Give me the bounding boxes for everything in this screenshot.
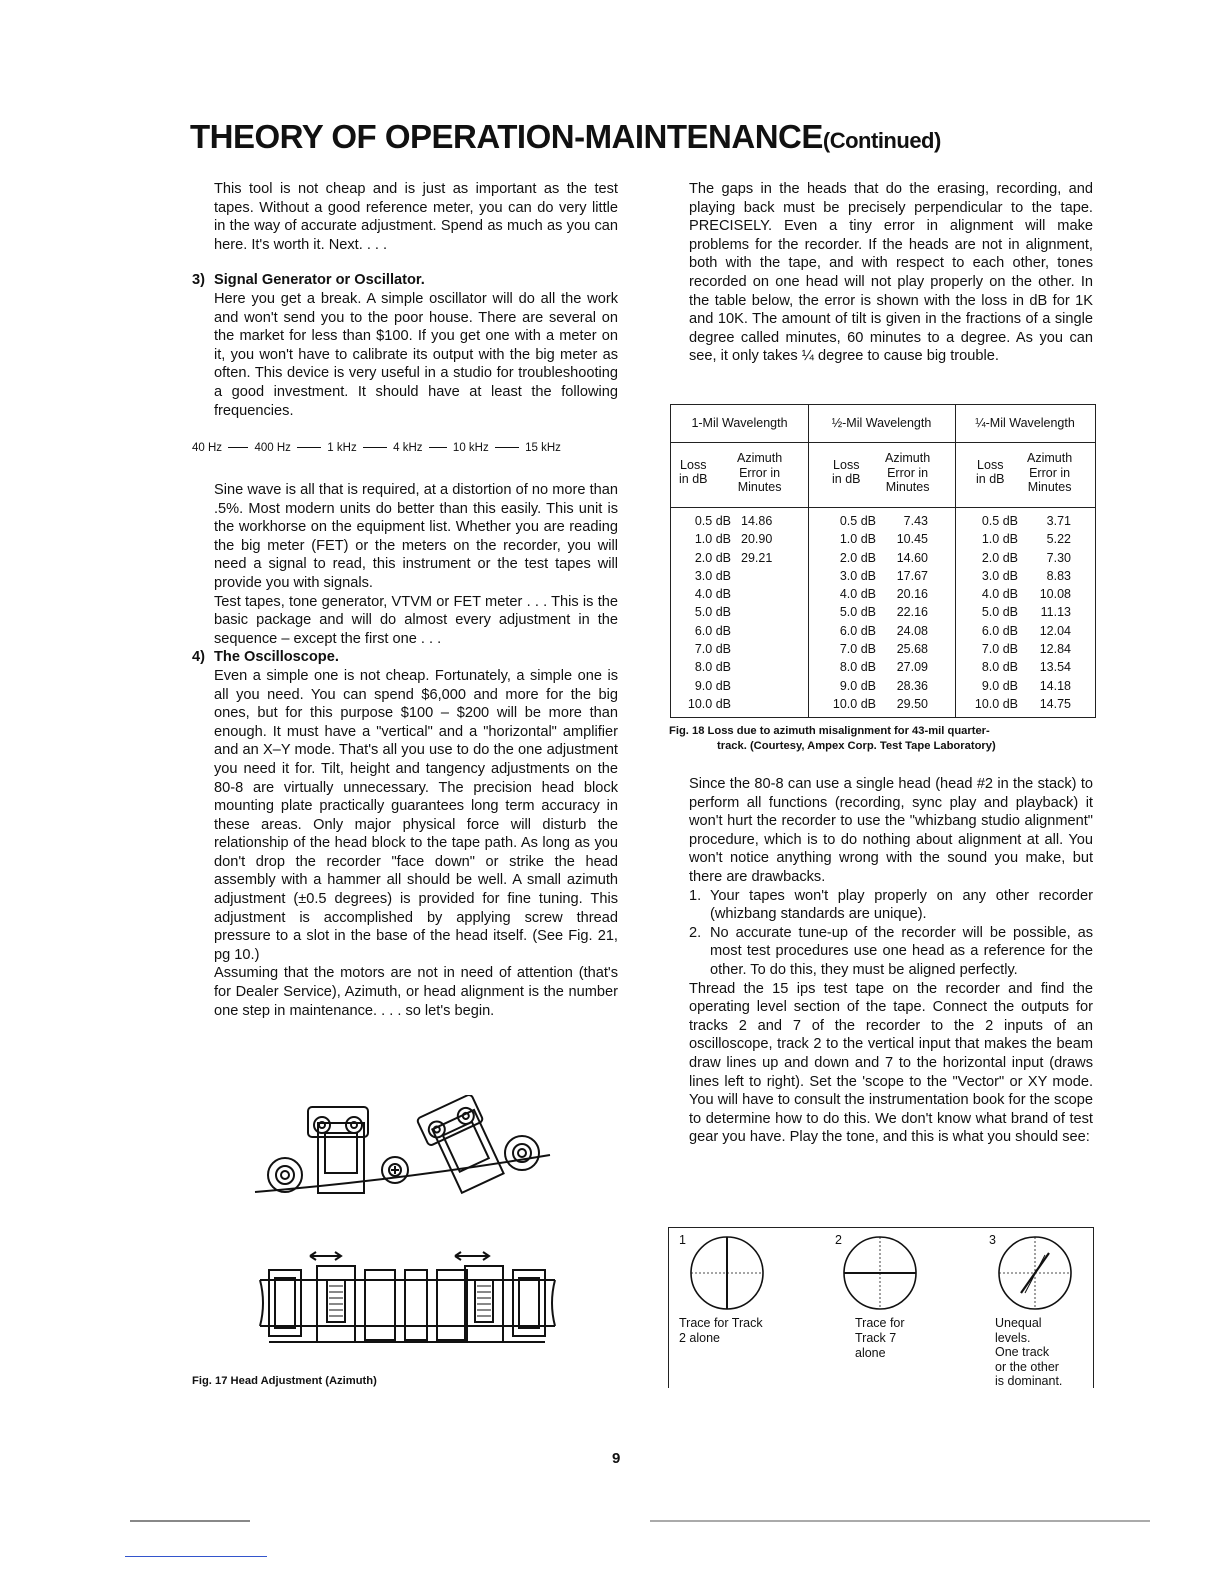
fig18-caption-line2: track. (Courtesy, Ampex Corp. Test Tape Laboratory) — [717, 740, 996, 752]
item-3-heading: Signal Generator or Oscillator. — [214, 272, 425, 289]
table-cell — [741, 677, 791, 695]
table-cell: 7.43 — [903, 514, 928, 528]
adjust-arrow-left — [310, 1252, 341, 1260]
table-cell: 6.0 dB — [694, 623, 731, 638]
freq-dash — [495, 447, 519, 448]
table-cell: 6.0 dB — [981, 623, 1018, 638]
table-cell: 1.0 dB — [981, 532, 1018, 547]
table-cell: 10.08 — [1039, 587, 1071, 602]
sine-wave-paragraph: Sine wave is all that is required, at a distortion of no more than .5%. Most modern units do better than this easily. This unit is the workhorse on the equipment list. Whether you are reading the big meter (FET) or the meters on the recorder, you will need a signal to read, this instrument or the test tapes will provide you with signals. — [214, 482, 618, 591]
table-cell: 3.0 dB — [839, 568, 876, 583]
table-cell: 22.16 — [896, 605, 928, 620]
guide-roller-left — [268, 1158, 302, 1192]
loss-header: Loss in dB — [679, 458, 708, 486]
table-cell: 4.0 dB — [839, 587, 876, 602]
scope-2-caption: Trace for Track 7 alone — [855, 1316, 905, 1360]
item-4 — [192, 648, 618, 964]
azimuth-column-1 — [741, 512, 791, 713]
fig18-caption — [669, 724, 996, 754]
table-cell: 3.0 dB — [981, 568, 1018, 583]
table-cell: 6.0 dB — [839, 623, 876, 638]
freq-item: 400 Hz — [254, 442, 291, 454]
table-group-header: 1-Mil Wavelength — [691, 416, 788, 430]
item-3-body: Here you get a break. A simple oscillator will do all the work and won't send you to the poor house. There are several on the market for less than $100. If you get one with a meter on it, you won't have to calibrate its output with the big meter as often. This device is very useful in a studio for troubleshooting a good investment. It should have at least the following frequencies. — [214, 290, 618, 419]
table-cell: 8.0 dB — [694, 660, 731, 675]
table-cell: 9.0 dB — [839, 678, 876, 693]
table-cell — [741, 640, 791, 658]
table-cell: 14.75 — [1039, 696, 1071, 711]
scope-3-caption: Unequal levels. One track or the other is dominant. — [995, 1316, 1063, 1388]
loss-header: Loss in dB — [976, 458, 1005, 486]
left-column-top — [192, 180, 618, 420]
loss-header: Loss in dB — [832, 458, 861, 486]
table-cell: 0.5 dB — [839, 514, 876, 528]
frequency-list — [192, 442, 561, 454]
tape-edges — [260, 1280, 555, 1326]
table-cell: 7.0 dB — [981, 642, 1018, 657]
table-cell — [741, 695, 791, 713]
table-cell: 10.0 dB — [832, 696, 876, 711]
table-cell: 8.83 — [1046, 568, 1071, 583]
table-cell — [741, 603, 791, 621]
table-cell: 4.0 dB — [981, 587, 1018, 602]
freq-item: 15 kHz — [525, 442, 561, 454]
scope-3-trace — [995, 1233, 1075, 1313]
table-group-header: ½-Mil Wavelength — [831, 416, 932, 430]
adjust-arrow-right — [455, 1252, 489, 1260]
table-cell — [741, 622, 791, 640]
table-cell: 24.08 — [896, 623, 928, 638]
thread-tape-paragraph: Thread the 15 ips test tape on the recorder and find the operating level section of the tape. Connect the outputs for tracks 2 and 7 of the recorder to the 2 inputs of an oscilloscope, track 2 to the vertical input that makes the beam draw lines up and down and 7 to the horizontal input (draws lines left to right). Set the 'scope to the "Vector" or XY mode. You will have to consult the instrumentation book for the scope to determine how to do this. We don't know what brand of test gear you have. Play the tone, and this is what you should see: — [689, 980, 1093, 1146]
freq-dash — [297, 447, 321, 448]
item-3-number: 3) — [192, 272, 205, 289]
guide-roller-right — [505, 1136, 539, 1170]
loss-column-2 — [808, 512, 876, 713]
head-block-side-diagram — [250, 1095, 560, 1195]
table-cell: 29.50 — [896, 696, 928, 711]
azimuth-column-2 — [876, 512, 928, 713]
scope-2-trace — [840, 1233, 920, 1313]
table-cell: 1.0 dB — [694, 532, 731, 547]
right-column-body — [689, 775, 1093, 1147]
page-number: 9 — [612, 1450, 621, 1467]
azimuth-header: Azimuth Error in Minutes — [737, 451, 783, 494]
table-cell: 8.0 dB — [981, 660, 1018, 675]
table-cell: 7.0 dB — [839, 642, 876, 657]
item-4-number: 4) — [192, 649, 205, 666]
scope-3-number: 3 — [989, 1233, 996, 1247]
table-cell: 4.0 dB — [694, 587, 731, 602]
left-column-bottom — [192, 481, 618, 1020]
fig17-caption: Fig. 17 Head Adjustment (Azimuth) — [192, 1375, 377, 1387]
table-group-header: ¼-Mil Wavelength — [975, 416, 1075, 430]
table-cell: 14.86 — [741, 514, 773, 528]
left-intro-paragraph: This tool is not cheap and is just as important as the test tapes. Without a good reference meter, you can do very little in the way of accurate adjustment. Spend as much as you can here. It's worth it. Next. . . . — [214, 181, 618, 253]
head-right-tilted — [416, 1095, 507, 1195]
scope-1-number: 1 — [679, 1233, 686, 1247]
azimuth-header: Azimuth Error in Minutes — [1027, 451, 1073, 494]
table-cell — [741, 585, 791, 603]
table-cell: 25.68 — [896, 642, 928, 657]
table-cell: 27.09 — [896, 660, 928, 675]
drawback-1-number: 1. — [689, 887, 702, 904]
item-4-heading: The Oscilloscope. — [214, 649, 339, 666]
freq-item: 1 kHz — [327, 442, 357, 454]
table-cell: 7.30 — [1046, 550, 1071, 565]
scan-noise — [130, 1520, 250, 1522]
table-cell: 29.21 — [741, 550, 773, 565]
scope-1-caption: Trace for Track 2 alone — [679, 1316, 763, 1345]
freq-item: 40 Hz — [192, 442, 223, 454]
drawback-2 — [689, 924, 1093, 980]
title-main: THEORY OF OPERATION-MAINTENANCE — [190, 118, 823, 155]
table-cell: 28.36 — [896, 678, 928, 693]
table-cell: 5.0 dB — [694, 605, 731, 620]
drawback-2-text: No accurate tune-up of the recorder will be possible, as most test procedures use one head as a reference for the other. To do this, they must be aligned perfectly. — [710, 924, 1093, 978]
freq-item: 10 kHz — [452, 442, 489, 454]
table-cell: 2.0 dB — [981, 550, 1018, 565]
azimuth-table — [670, 404, 1096, 718]
right-column-intro — [689, 180, 1093, 366]
table-cell: 5.0 dB — [981, 605, 1018, 620]
table-cell: 9.0 dB — [694, 678, 731, 693]
head-block-top-diagram — [255, 1248, 560, 1348]
table-cell: 2.0 dB — [839, 550, 876, 565]
loss-column-1 — [671, 512, 731, 713]
freq-dash — [228, 447, 248, 448]
table-cell — [741, 567, 791, 585]
table-cell: 5.0 dB — [839, 605, 876, 620]
drawback-2-number: 2. — [689, 924, 702, 941]
table-cell: 0.5 dB — [981, 514, 1018, 528]
table-cell: 12.84 — [1039, 642, 1071, 657]
item-3 — [192, 271, 618, 420]
freq-dash — [363, 447, 387, 448]
assuming-paragraph: Assuming that the motors are not in need of attention (that's for Dealer Service), Azimuth, or head alignment is the number one step in maintenance. . . . so let's begin. — [214, 965, 618, 1019]
table-cell: 14.60 — [896, 550, 928, 565]
item-4-body: Even a simple one is not cheap. Fortunately, a simple one is all you need. You can spend $6,000 and more for the big ones, but for this purpose $100 – $200 will be more than enough. It must have a "vertical" and a "horizontal" amplifier and an X–Y mode. That's all you use to do the one adjustment you need it for. Tilt, height and tangency adjustments on the 80-8 are virtually unnecessary. The precision head block mounting plate practically guarantees long term accuracy in these areas. Only major physical force will disturb the relationship of the head block to the tape path. As long as you don't drop the recorder "face down" or strike the head assembly with a hammer all should be well. A small azimuth adjustment (±0.5 degrees) is provided for fine tuning. This adjustment is accomplished by applying screw thread pressure to a slot in the base of the head itself. (See Fig. 21, pg 10.) — [214, 667, 618, 963]
alignment-intro-paragraph: The gaps in the heads that do the erasing, recording, and playing back must be precisely perpendicular to the tape. PRECISELY. Even a tiny error in alignment will make problems for the recorder. If the heads are not in alignment, both with the tape, and with respect to each other, tones recorded on one head will not play properly on the other. In the table below, the error is shown with the loss in dB for 1K and 10K. The amount of tilt is given in the fractions of a single degree called minutes, 60 minutes to a degree. As you can see, it only takes ¼ degree to cause big trouble. — [689, 181, 1093, 365]
scan-noise — [650, 1520, 1150, 1522]
table-cell: 5.22 — [1046, 532, 1071, 547]
table-cell: 11.13 — [1040, 605, 1071, 620]
drawback-1-text: Your tapes won't play properly on any other recorder (whizbang standards are unique). — [710, 887, 1093, 923]
title-suffix: (Continued) — [822, 128, 941, 153]
table-cell: 9.0 dB — [981, 678, 1018, 693]
freq-dash — [429, 447, 447, 448]
basic-package-paragraph: Test tapes, tone generator, VTVM or FET meter . . . This is the basic package and will do almost every adjustment in the sequence – except the first one . . . — [214, 593, 618, 647]
scope-2-number: 2 — [835, 1233, 842, 1247]
table-cell: 10.45 — [896, 532, 928, 547]
drawback-1 — [689, 887, 1093, 924]
azimuth-column-3 — [1018, 512, 1071, 713]
table-cell: 0.5 dB — [694, 514, 731, 528]
table-cell: 17.67 — [896, 568, 928, 583]
table-cell: 20.16 — [896, 587, 928, 602]
loss-column-3 — [955, 512, 1018, 713]
table-cell: 8.0 dB — [839, 660, 876, 675]
table-cell: 10.0 dB — [974, 696, 1018, 711]
table-cell: 7.0 dB — [694, 642, 731, 657]
table-cell: 1.0 dB — [839, 532, 876, 547]
table-cell: 3.0 dB — [694, 568, 731, 583]
table-cell: 3.71 — [1046, 514, 1071, 528]
table-cell: 20.90 — [741, 532, 773, 547]
table-cell: 10.0 dB — [687, 696, 731, 711]
scan-edge-line — [125, 1556, 267, 1557]
table-cell: 2.0 dB — [694, 550, 731, 565]
azimuth-header: Azimuth Error in Minutes — [885, 451, 931, 494]
freq-item: 4 kHz — [393, 442, 423, 454]
since-paragraph: Since the 80-8 can use a single head (head #2 in the stack) to perform all functions (recording, sync play and playback) it won't hurt the recorder to use the "whizbang studio alignment" procedure, which is to do nothing about alignment at all. You won't notice anything wrong with the sound you make, but there are drawbacks. — [689, 776, 1093, 885]
table-cell: 14.18 — [1039, 678, 1071, 693]
table-cell: 13.54 — [1039, 660, 1071, 675]
table-cell: 12.04 — [1039, 623, 1071, 638]
scope-trace-figure — [668, 1227, 1094, 1388]
page-title — [190, 118, 941, 156]
fig18-caption-line1: Fig. 18 Loss due to azimuth misalignment for 43-mil quarter- — [669, 725, 990, 737]
scope-1-trace — [687, 1233, 767, 1313]
table-cell — [741, 658, 791, 676]
